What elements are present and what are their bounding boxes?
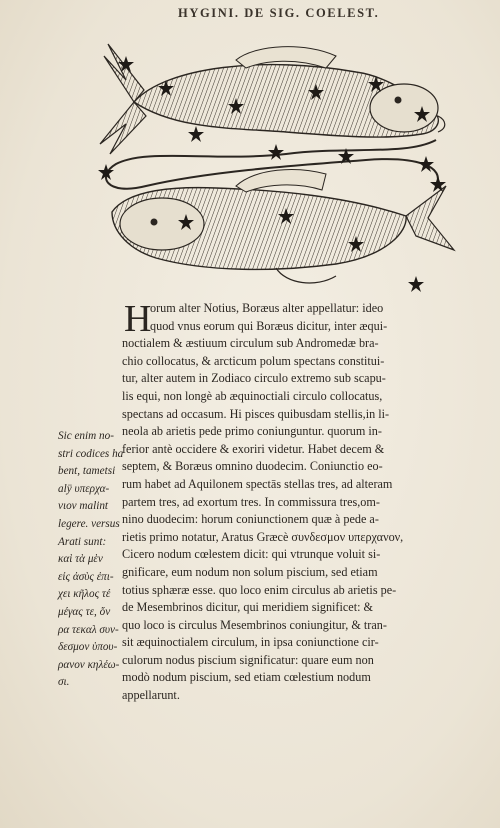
drop-capital: H bbox=[124, 298, 152, 340]
text-line: rietis primo notatur, Aratus Græcè συνδεσμον υπερχανον, bbox=[122, 529, 404, 544]
text-line: quod vnus eorum qui Boræus dicitur, inter æqui- bbox=[150, 318, 388, 333]
pisces-illustration bbox=[86, 36, 458, 294]
margin-note-line: σι. bbox=[58, 676, 70, 689]
text-line: nino duodecim: horum coniunctionem quæ à pede a- bbox=[122, 512, 379, 527]
margin-note-line: Sic enim no- bbox=[58, 430, 114, 442]
running-title: HYGINI. DE SIG. COELEST. bbox=[178, 6, 380, 20]
margin-note-line: legere. versus bbox=[58, 517, 120, 530]
text-line: neola ab arietis pede primo coniunguntur. quorum in- bbox=[122, 424, 382, 439]
text-line: rum habet ad Aquilonem spectās stellas tres, ad alteram bbox=[122, 476, 393, 491]
text-line: de Mesembrinos dicitur, qui meridiem significet: & bbox=[122, 600, 373, 615]
text-line: spectans ad occasum. Hi pisces quibusdam stellis,in li- bbox=[122, 406, 390, 421]
margin-note-line: ρανον κηλέω- bbox=[58, 658, 120, 671]
lower-fish bbox=[112, 170, 454, 283]
text-line: septem, & Boræus omnino duodecim. Coniunctio eo- bbox=[122, 459, 383, 474]
text-line: chio collocatus, & arcticum polum spectans constitui- bbox=[122, 353, 385, 368]
margin-note-line: stri codices ha bbox=[58, 447, 124, 460]
text-line: partem tres, ad exortum tres. In commissura tres,om- bbox=[122, 494, 380, 509]
text-line: tur, alter autem in Zodiaco circulo extremo sub scapu- bbox=[122, 371, 386, 386]
margin-note-line: νιον malint bbox=[58, 500, 109, 513]
pisces-fish-pair-icon bbox=[86, 36, 458, 294]
margin-note-line: δεσμον ὑπου- bbox=[58, 641, 118, 654]
text-line: modò nodum piscium, sed etiam cœlestium nodum bbox=[122, 670, 371, 685]
text-line: noctialem & æstiuum circulum sub Andromedæ bra- bbox=[122, 336, 379, 351]
margin-note-line: χει κῆλος τέ bbox=[58, 588, 111, 601]
margin-note-line: εἰς ἀσὺς ἐπι- bbox=[58, 570, 114, 583]
margin-note-line: bent, tametsi bbox=[58, 465, 116, 478]
text-line: lis equi, non longè ab æquinoctiali circulo collocatus, bbox=[122, 388, 383, 403]
margin-note-line: μέγας τε, ὄν bbox=[58, 605, 111, 618]
text-line: sit æquinoctialem circulum, in ipsa coniunctione cir- bbox=[122, 635, 379, 650]
main-text bbox=[122, 300, 472, 705]
text-line: totius sphæræ esse. quo loco enim circulus ab arietis pe- bbox=[122, 582, 397, 597]
text-line: culorum nodus piscium significatur: quare eum non bbox=[122, 652, 374, 667]
margin-note-line: καὶ τὰ μὲν bbox=[58, 553, 103, 566]
upper-fish bbox=[100, 44, 445, 154]
text-line: ferior antè occidere & exoriri videtur. Habet decem & bbox=[122, 441, 385, 456]
margin-note-line: alÿ υπερχα- bbox=[58, 482, 110, 495]
text-line: appellarunt. bbox=[122, 688, 180, 703]
margin-note-line: ρα τεκαλ συν- bbox=[58, 623, 119, 636]
margin-note-line: Arati sunt: bbox=[58, 535, 107, 548]
marginal-note bbox=[58, 428, 122, 692]
text-line: gnificare, eum nodum non solum piscium, sed etiam bbox=[122, 564, 378, 579]
text-line: quo loco is circulus Mesembrinos coniungitur, & tran- bbox=[122, 617, 387, 632]
text-line: orum alter Notius, Boræus alter appellatur: ideo bbox=[150, 301, 384, 315]
text-line: Cicero nodum cœlestem dicit: qui vtrunque voluit si- bbox=[122, 547, 381, 562]
